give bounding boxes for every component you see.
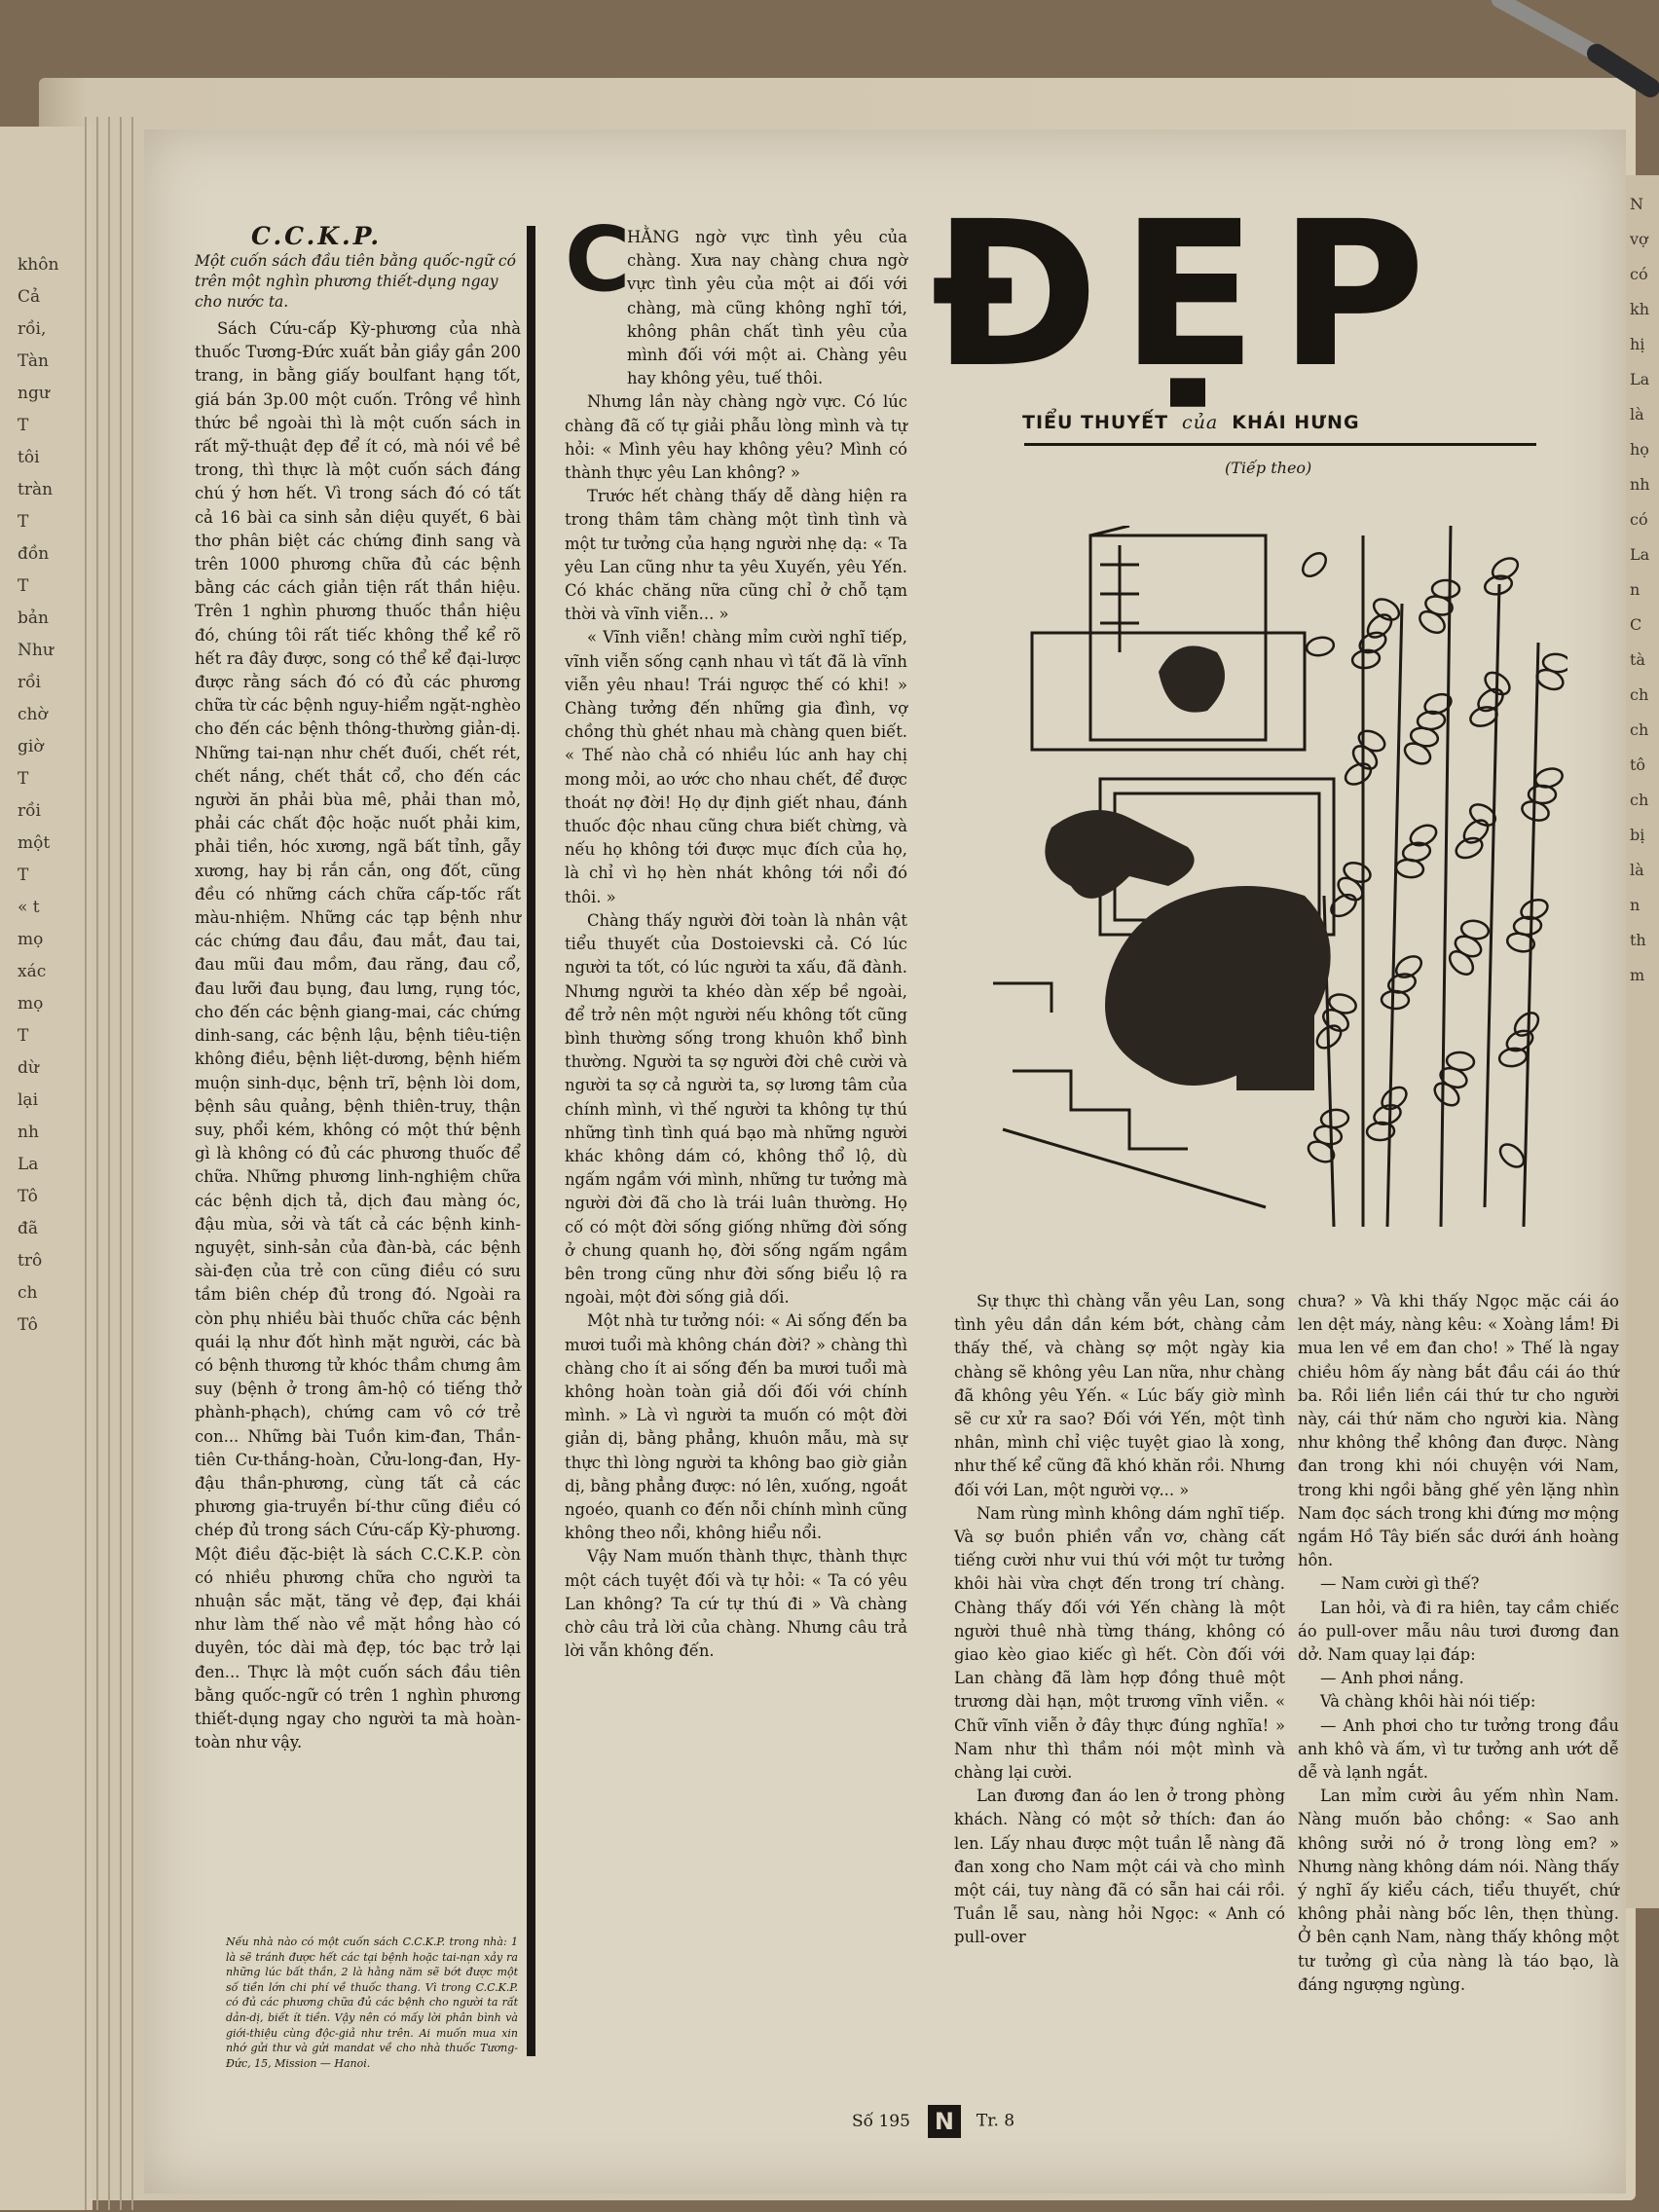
left-page-fragment: Tàn bbox=[18, 351, 49, 371]
continued-note: (Tiếp theo) bbox=[1225, 459, 1312, 477]
right-page-fragment: ch bbox=[1630, 791, 1649, 809]
left-page-fragment: giờ bbox=[18, 737, 44, 756]
page-number: Tr. 8 bbox=[976, 2111, 1015, 2131]
story-paragraph: Và chàng khôi hài nói tiếp: bbox=[1319, 1692, 1536, 1712]
right-page-fragment: nh bbox=[1630, 475, 1650, 494]
story-paragraph: Lan hỏi, và đi ra hiên, tay cầm chiếc áo pull-over mẫu nâu tươi đương đan dở. Nam quay lại đáp: bbox=[1298, 1598, 1619, 1665]
left-page-fragment: rồi bbox=[18, 801, 41, 821]
left-page-fragment: Như bbox=[18, 641, 54, 660]
story-paragraph: Trước hết chàng thấy dễ dàng hiện ra trong thâm tâm chàng một tình tình và một tư tưởng của hạng người nhẹ dạ: « Ta yêu Lan cũng như ta yêu Xuyến, yêu Yến. Có khác chăng nữa cũng chỉ ở chỗ tạm thời và vĩnh viễn... » bbox=[565, 487, 907, 624]
left-page-fragment: T bbox=[18, 1026, 29, 1046]
right-page-fragment: n bbox=[1630, 896, 1641, 914]
story-paragraph: chưa? » Và khi thấy Ngọc mặc cái áo len dệt máy, nàng kêu: « Xoàng lắm! Đi mua len về em đan cho! » Thế là ngay chiều hôm ấy nàng bắt đầu cái áo thứ ba. Rồi liền liền cái thứ tư cho người này, cái thứ năm cho người kia. Nàng như không thể không đan được. Nàng đan trong khi nói chuyện với Nam, trong khi ngồi bằng ghế yên lặng nhìn Nam đọc sách trong khi đứng mơ mộng ngắm Hồ Tây biến sắc dưới ánh hoàng hôn. bbox=[1298, 1292, 1619, 1570]
left-page-fragment: mọ bbox=[18, 930, 44, 949]
left-page-fragment: T bbox=[18, 576, 29, 596]
page-footer bbox=[852, 2105, 1014, 2138]
story-column-1 bbox=[565, 226, 907, 1663]
right-page-fragment: vợ bbox=[1630, 230, 1648, 248]
left-page-fragment: rồi, bbox=[18, 319, 47, 339]
right-page-fragment: tô bbox=[1630, 756, 1646, 774]
left-page-fragment: T bbox=[18, 866, 29, 885]
left-page-fragment: ngư bbox=[18, 384, 50, 403]
right-page-fragment: C bbox=[1630, 615, 1642, 634]
left-page-fragment: khôn bbox=[18, 255, 59, 275]
issue-number: Số 195 bbox=[852, 2111, 910, 2131]
left-page-fragment: Tô bbox=[18, 1187, 38, 1206]
story-paragraph: Vậy Nam muốn thành thực, thành thực một cách tuyệt đối và tự hỏi: « Ta có yêu Lan không? Ta cứ tự thú đi » Và chàng chờ câu trả lời của chàng. Nhưng câu trả lời vẫn không đến. bbox=[565, 1547, 907, 1661]
story-paragraph: « Vĩnh viễn! chàng mỉm cười nghĩ tiếp, vĩnh viễn sống cạnh nhau vì tất đã là vĩnh viễn yêu nhau! Trái ngược thế có khi! » Chàng tưởng đến những gia đình, vợ chồng thù ghét nhau mà chàng quen biết. « Thế nào chả có nhiều lúc anh hay chị mong mỏi, ao ước cho nhau chết, để được thoát nợ đời! Họ dự định giết nhau, đánh thuốc độc nhau cũng chưa biết chừng, và nếu họ không tới được mục đích của họ, là chỉ vì họ hèn nhát không tới nổi đó thôi. » bbox=[565, 628, 907, 906]
left-page-fragment: chờ bbox=[18, 705, 48, 724]
left-page-fragment: mọ bbox=[18, 994, 44, 1014]
ad-note: Nếu nhà nào có một cuốn sách C.C.K.P. trong nhà: 1 là sẽ tránh được hết các tại bệnh hoặc tai-nạn xảy ra những lúc bất thần, 2 là hằng năm sẽ bớt được một số tiền lớn chi phí về thuốc thang. Vì trong C.C.K.P. có đủ các phương chữa đủ các bệnh cho người ta rất dản-dị, biết ít tiền. Vậy nên có mấy lời phân bình và giới-thiệu cùng độc-giả như trên. Ai muốn mua xin nhớ gửi thư và gửi mandat về cho nhà thuốc Tương-Đức, 15, Mission — Hanoi. bbox=[226, 1936, 518, 2070]
right-page-fragment: có bbox=[1630, 510, 1648, 529]
left-page-fragment: T bbox=[18, 512, 29, 532]
left-page-fragment: Tô bbox=[18, 1315, 38, 1335]
left-page-fragment: T bbox=[18, 416, 29, 435]
right-page-fragment: có bbox=[1630, 265, 1648, 283]
left-page-fragment: tôi bbox=[18, 448, 40, 467]
story-paragraph: Lan mỉm cười âu yếm nhìn Nam. Nàng muốn bảo chồng: « Sao anh không sưởi nó ở trong lòng em? » Nhưng nàng không dám nói. Nàng thấy ý nghĩ ấy kiểu cách, tiểu thuyết, chứ không phải nàng bốc lên, thẹn thùng. Ở bên cạnh Nam, nàng thấy không một tư tưởng gì của nàng là táo bạo, là đáng ngượng ngùng. bbox=[1298, 1787, 1619, 1994]
left-page-fragment: La bbox=[18, 1155, 39, 1174]
left-page-fragment: trô bbox=[18, 1251, 43, 1271]
left-page-fragment: đã bbox=[18, 1219, 39, 1238]
page-edge-lines bbox=[83, 117, 151, 2210]
right-page-fragment: tà bbox=[1630, 650, 1645, 669]
story-column-3 bbox=[1298, 1290, 1619, 1997]
right-page-fragment: th bbox=[1630, 931, 1646, 949]
left-page-fragment: lại bbox=[18, 1090, 39, 1110]
left-page-fragment: nh bbox=[18, 1123, 39, 1142]
story-paragraph: Một nhà tư tưởng nói: « Ai sống đến ba mươi tuổi mà không chán đời? » chàng thì chàng cho ít ai sống đến ba mươi tuổi mà không hoàn toàn giả dối đối với chính mình. » Là vì người ta muốn có một đời giản dị, bằng phẳng, khuôn mẫu, mà sự thực thì lòng người ta không bao giờ giản dị, bằng phẳng được: nó lên, xuống, ngoắt ngoéo, quanh co đến nỗi chính mình cũng không theo nổi, không hiểu nổi. bbox=[565, 1311, 907, 1543]
story-paragraph: — Anh phơi cho tư tưởng trong đầu anh khô và ấm, vì tư tưởng anh ướt dễ dễ và lạnh ngắt. bbox=[1298, 1715, 1619, 1783]
right-page-fragment: n bbox=[1630, 580, 1641, 599]
ad-body bbox=[195, 317, 521, 1754]
story-title: ĐẸP bbox=[931, 178, 1448, 412]
right-page-fragment: La bbox=[1630, 545, 1650, 564]
story-paragraph: HẰNG ngờ vực tình yêu của chàng. Xưa nay chàng chưa ngờ vực tình yêu của một ai đối với chàng, mà cũng không nghĩ tới, không phân chất tình yêu của mình đối với một ai. Chàng yêu hay không yêu, tuế thôi. bbox=[627, 228, 907, 388]
right-page-edge bbox=[1626, 175, 1659, 1908]
story-paragraph: Nhưng lần này chàng ngờ vực. Có lúc chàng đã cố tự giải phẫu lòng mình và tự hỏi: « Mình yêu hay không yêu? Mình có thành thực yêu Lan không? » bbox=[565, 392, 907, 483]
story-paragraph: Lan đương đan áo len ở trong phòng khách. Nàng có một sở thích: đan áo len. Lấy nhau được một tuần lễ nàng đã đan xong cho Nam một cái và cho mình một cái, tuy nàng đã có sẵn hai cái rồi. Tuần lễ sau, nàng hỏi Ngọc: « Anh có pull-over bbox=[954, 1787, 1285, 1947]
left-page-fragment: đồn bbox=[18, 544, 50, 564]
right-page-fragment: N bbox=[1630, 195, 1643, 213]
left-page-fragment: T bbox=[18, 769, 29, 789]
left-page-fragment: tràn bbox=[18, 480, 54, 499]
story-of: của bbox=[1182, 412, 1219, 433]
woodcut-illustration bbox=[993, 526, 1567, 1246]
right-page-fragment: bị bbox=[1630, 826, 1645, 844]
left-page-fragment: rồi bbox=[18, 673, 41, 692]
right-page-fragment: ch bbox=[1630, 685, 1649, 704]
right-page-fragment: hị bbox=[1630, 335, 1645, 353]
ad-subtitle: Một cuốn sách đầu tiên bằng quốc-ngữ có trên một nghìn phương thiết-dụng ngay cho nước ta. bbox=[195, 252, 516, 311]
right-page-fragment: m bbox=[1630, 966, 1645, 984]
column-divider bbox=[527, 226, 535, 2056]
right-page-fragment: kh bbox=[1630, 300, 1649, 318]
left-page-fragment: ch bbox=[18, 1283, 38, 1303]
left-page-fragment: bản bbox=[18, 608, 49, 628]
pen-object bbox=[1480, 0, 1659, 117]
ad-title: C.C.K.P. bbox=[251, 222, 383, 250]
story-paragraph: — Anh phơi nắng. bbox=[1319, 1669, 1464, 1688]
right-page-fragment: ch bbox=[1630, 720, 1649, 739]
ad-paragraph: Sách Cứu-cấp Kỳ-phương của nhà thuốc Tương-Đức xuất bản giầy gần 200 trang, in bằng giấy boulfant hạng tốt, giá bán 3p.00 một cuốn. Trông về hình thức bề ngoài thì là một cuốn sách in rất mỹ-thuật đẹp để ít có, mà nói về bề trong, thì thực là một cuốn sách đáng chú ý hơn hết. Vì trong sách đó có tất cả 16 bài ca sinh sản diệu quyết, 6 bài thơ phân biệt các chứng đinh sang và trên 1000 phương chữa đủ các bệnh bằng các cách giản tiện rất thần hiệu. Trên 1 nghìn phương thuốc thần hiệu đó, chúng tôi rất tiếc không thể kể rõ hết ra đây được, song có thể kể đại-lược được rằng sách đó có đủ các phương chữa từ các bệnh nguy-hiểm ngặt-nghèo cho đến các bệnh thông-thường giản-dị. Những tai-nạn như chết đuối, chết rét, chết nắng, chết thắt cổ, cho đến các người ăn phải bùa mê, phải than mỏ, phải các chất độc hoặc nuốt phải kim, phải tiền, hóc xương, ngã bất tỉnh, gẫy xương, hay bị rắn cắn, ong đốt, cũng đều có những cách chữa cấp-tốc rất màu-nhiệm. Những các tạp bệnh như các chứng đau đầu, đau mắt, đau tai, đau mũi đau mồm, đau răng, đau cổ, đau lưỡi đau bụng, đau lưng, rụng tóc, cho đến các bệnh giang-mai, các chứng dinh-sang, các bệnh lậu, bệnh tiêu-tiện không điều, bệnh liệt-dương, bệnh hiếm muộn sinh-dục, bệnh trĩ, bệnh lòi dom, bệnh sâu quảng, bệnh thiên-truy, thận suy, phổi kém, không có một thứ bệnh gì là không có đủ các phương thuốc để chữa. Những phương linh-nghiệm chữa các bệnh dịch tả, dịch đau màng óc, đậu mùa, sởi và tất cả các bệnh kinh-nguyệt, sinh-sản của đàn-bà, các bệnh sài-đẹn của trẻ con cũng điều có sưu tầm biên chép đủ trong đó. Ngoài ra còn phụ nhiều bài thuốc chữa các bệnh quái lạ như đốt hình mặt người, các bà có bệnh thương tử khóc thầm chưng âm suy (bệnh ở trong âm-hộ có tiếng thở phành-phạch), chứng cam vô cớ trẻ con... Những bài Tuồn kim-đan, Thần-tiên Cư-thắng-hoàn, Cửu-long-đan, Hy-đậu thần-phương, cùng tất cả các phương gia-truyền bí-thư cũng điều có chép đủ trong sách Cứu-cấp Kỳ-phương. Một điều đặc-biệt là sách C.C.K.P. còn có nhiều phương chữa cho người ta nhuận sắc mặt, tăng vẻ đẹp, đại khái như làm thế nào về mặt hồng hào có duyên, tóc dài mà đẹp, tóc bạc trở lại đen... Thực là một cuốn sách đầu tiên bằng quốc-ngữ có trên 1 nghìn phương thiết-dụng ngay cho người ta mà hoàn-toàn như vậy. bbox=[195, 319, 521, 1752]
story-paragraph: Sự thực thì chàng vẫn yêu Lan, song tình yêu dần dần kém bớt, chàng cảm thấy thế, và chàng sợ một ngày kia chàng sẽ không yêu Lan nữa, như chàng đã không yêu Yến. « Lúc bấy giờ mình sẽ cư xử ra sao? Đối với Yến, một tình nhân, mình chỉ việc tuyệt giao là xong, như thế kể cũng đã khó khăn rồi. Nhưng đối với Lan, một người vợ... » bbox=[954, 1292, 1285, 1499]
story-paragraph: Nam rùng mình không dám nghĩ tiếp. Và sợ buồn phiền vẩn vơ, chàng cất tiếng cười như vui thú với một tư tưởng khôi hài vừa chợt đến trong trí chàng. Chàng thấy đối với Yến chàng là một người thuê nhà từng tháng, không có giao kèo giao kiếc gì hết. Còn đối với Lan chàng đã làm hợp đồng thuê một trương dài hạn, một trương vĩnh viễn. « Chữ vĩnh viễn ở đây thực đúng nghĩa! » Nam như thì thầm nói một mình và chàng lại cười. bbox=[954, 1503, 1285, 1783]
left-page-fragment: một bbox=[18, 833, 51, 853]
byline-rule bbox=[1024, 443, 1536, 446]
story-column-2 bbox=[954, 1290, 1285, 1950]
left-page-edge bbox=[0, 127, 92, 2210]
left-page-fragment: « t bbox=[18, 898, 40, 917]
story-author: KHÁI HƯNG bbox=[1232, 412, 1360, 433]
right-page-fragment: là bbox=[1630, 405, 1644, 424]
left-page-fragment: dừ bbox=[18, 1058, 39, 1078]
left-page-fragment: xác bbox=[18, 962, 47, 981]
story-byline bbox=[1022, 412, 1360, 433]
story-genre: TIỂU THUYẾT bbox=[1022, 412, 1169, 433]
magazine-logo: N bbox=[928, 2105, 961, 2138]
story-paragraph: — Nam cười gì thế? bbox=[1319, 1574, 1480, 1594]
story-paragraph: Chàng thấy người đời toàn là nhân vật tiểu thuyết của Dostoievski cả. Có lúc người ta tốt, có lúc người ta xấu, đã đành. Nhưng người ta khéo dàn xếp bề ngoài, để trở nên một người nếu không tốt cũng bình thường sống trong khuôn khổ bình thường. Người ta sợ người đời chê cười và người ta sợ cả người ta, sợ lương tâm của chính mình, vì thế người ta không tự thú những tình tình quá bạo mà những người khác không dám có, không thổ lộ, dù ngấm ngầm với mình, những tư tưởng mà người đời đã cho là trái luân thường. Họ cố có một đời sống giống những đời sống ở chung quanh họ, đời sống ngấm ngầm bên trong cũng như đời sống biểu lộ ra ngoài, một đời sống giả dối. bbox=[565, 910, 907, 1308]
right-page-fragment: họ bbox=[1630, 440, 1649, 459]
right-page-fragment: là bbox=[1630, 861, 1644, 879]
left-page-fragment: Cả bbox=[18, 287, 41, 307]
right-page-fragment: La bbox=[1630, 370, 1650, 388]
drop-cap: C bbox=[565, 207, 631, 312]
